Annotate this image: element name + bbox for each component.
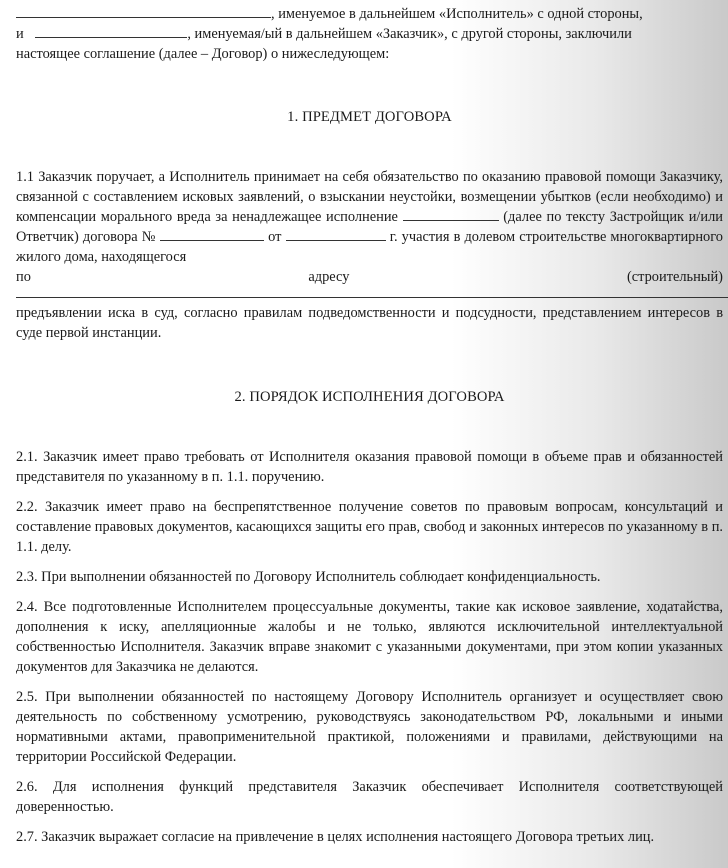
contract-number-blank (160, 227, 264, 241)
clause-2-5: 2.5. При выполнении обязанностей по настоящему Договору Исполнитель организует и осуществляет свою деятельность по собственному усмотрению, руководствуясь законодательством РФ, локальными и иными нормативными актами, правоприменительной практикой, положениями и правилами, действующими на территории Российской Федерации. (16, 689, 723, 765)
section-1-body (16, 167, 723, 343)
address-blank-line (16, 287, 728, 298)
clause-2-7: 2.7. Заказчик выражает согласие на привлечение в целях исполнения настоящего Договора третьих лиц. (16, 829, 655, 845)
section-2-heading: 2. ПОРЯДОК ИСПОЛНЕНИЯ ДОГОВОРА (234, 389, 505, 405)
section-2-body (16, 447, 723, 847)
intro-line-3: настоящее соглашение (далее – Договор) о нижеследующем: (16, 46, 390, 62)
developer-name-blank (403, 207, 499, 221)
contract-date-blank (286, 227, 386, 241)
intro-line-1: , именуемое в дальнейшем «Исполнитель» с одной стороны, (16, 4, 723, 24)
section-1-heading: 1. ПРЕДМЕТ ДОГОВОРА (287, 109, 452, 125)
clause-1-1: 1.1 Заказчик поручает, а Исполнитель принимает на себя обязательство по оказанию правовой помощи Заказчику, связанной с составлением исковых заявлений, о взыскании неустойки, возмещении убытков (если необходимо) и компенсации морального вреда за ненадлежащее исполнение (далее по тексту Застройщик и/или Ответчик) договора № от г. участия в долевом строительстве многоквартирного жилого дома, находящегося (16, 169, 723, 265)
intro-line-2: и , именуемая/ый в дальнейшем «Заказчик», с другой стороны, заключили (16, 26, 632, 42)
intro (16, 4, 723, 64)
executor-name-blank (16, 4, 271, 18)
clause-2-4: 2.4. Все подготовленные Исполнителем процессуальные документы, такие как исковое заявление, ходатайства, дополнения к иску, апелляционные жалобы и не только, являются исключительной интеллектуальной собственностью Исполнителя. Заказчик вправе знакомит с указанными документами, при этом копии указанных документов для Заказчика не делаются. (16, 599, 723, 675)
address-line: по адресу (строительный) (16, 269, 723, 285)
clause-2-6: 2.6. Для исполнения функций представителя Заказчик обеспечивает Исполнителя соответствующей доверенностью. (16, 779, 723, 815)
clause-1-1-end: предъявлении иска в суд, согласно правилам подведомственности и подсудности, представлением интересов в суде первой инстанции. (16, 305, 723, 341)
clause-2-1: 2.1. Заказчик имеет право требовать от Исполнителя оказания правовой помощи в объеме прав и обязанностей представителя по указанному в п. 1.1. поручению. (16, 449, 723, 485)
customer-name-blank (35, 24, 187, 38)
clause-2-3: 2.3. При выполнении обязанностей по Договору Исполнитель соблюдает конфиденциальность. (16, 569, 601, 585)
clause-2-2: 2.2. Заказчик имеет право на беспрепятственное получение советов по правовым вопросам, консультаций и составление правовых документов, касающихся защиты его прав, свобод и законных интересов по указанному в п. 1.1. делу. (16, 499, 723, 555)
